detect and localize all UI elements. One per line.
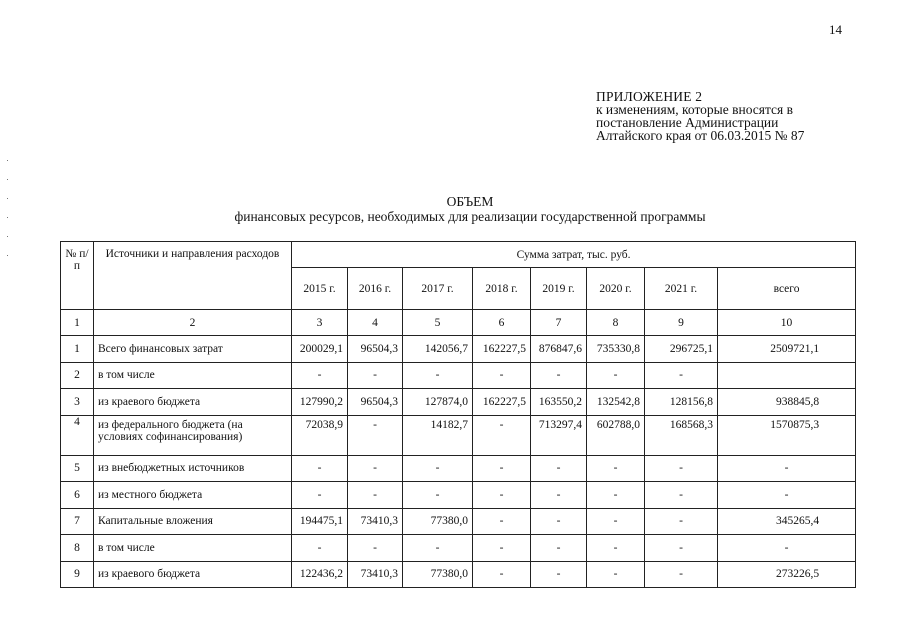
row-value: 127990,2 [292,389,348,416]
table-row [61,415,856,455]
margin-marks [7,160,9,274]
heading-title: ОБЪЕМ [446,194,494,209]
row-value: - [531,482,587,509]
header-year: 2019 г. [531,268,587,310]
row-value: - [292,455,348,482]
row-value: 14182,7 [403,415,473,455]
column-number: 6 [473,310,531,336]
row-number: 1 [61,336,94,363]
row-value: 735330,8 [587,336,645,363]
row-value: - [587,508,645,535]
row-value: 73410,3 [348,561,403,588]
table-row [61,561,856,588]
row-value: - [587,535,645,562]
row-source-name: из краевого бюджета [94,561,292,588]
row-value: - [473,415,531,455]
row-value [718,362,856,389]
row-value: - [473,482,531,509]
header-year: 2016 г. [348,268,403,310]
row-value: - [403,362,473,389]
row-value: - [292,535,348,562]
row-value: - [403,482,473,509]
row-value: - [718,535,856,562]
row-value: - [348,415,403,455]
row-number: 3 [61,389,94,416]
row-value: - [292,362,348,389]
header-year: 2017 г. [403,268,473,310]
table-row [61,535,856,562]
column-number: 5 [403,310,473,336]
row-value: 96504,3 [348,389,403,416]
row-value: 163550,2 [531,389,587,416]
row-value: - [587,561,645,588]
column-number: 8 [587,310,645,336]
financial-resources-table [60,241,856,588]
row-value: - [473,508,531,535]
row-value: 127874,0 [403,389,473,416]
row-source-name: в том числе [94,535,292,562]
header-year: 2015 г. [292,268,348,310]
row-value: 273226,5 [718,561,856,588]
row-value: 96504,3 [348,336,403,363]
appendix-line-3: Алтайского края от 06.03.2015 № 87 [596,128,805,143]
row-value: 77380,0 [403,561,473,588]
row-value: 142056,7 [403,336,473,363]
row-value: 876847,6 [531,336,587,363]
row-value: - [473,362,531,389]
column-number: 7 [531,310,587,336]
column-number-row [61,310,856,336]
row-value: - [645,561,718,588]
row-value: - [348,362,403,389]
column-number: 3 [292,310,348,336]
row-source-name: в том числе [94,362,292,389]
row-source-name: из федерального бюджета (на условиях софинансирования) [94,415,292,455]
row-value: 1570875,3 [718,415,856,455]
row-value: 194475,1 [292,508,348,535]
row-source-name: Всего финансовых затрат [94,336,292,363]
row-value: - [645,482,718,509]
row-value: - [348,455,403,482]
column-number: 1 [61,310,94,336]
row-value: 345265,4 [718,508,856,535]
row-number: 2 [61,362,94,389]
page-number: 14 [829,22,842,37]
row-value: 72038,9 [292,415,348,455]
row-value: - [587,455,645,482]
row-value: - [473,561,531,588]
row-value: 2509721,1 [718,336,856,363]
row-source-name: из внебюджетных источников [94,455,292,482]
row-value: - [403,455,473,482]
header-sum-title: Сумма затрат, тыс. руб. [292,242,856,268]
table-row [61,508,856,535]
row-source-name: из краевого бюджета [94,389,292,416]
row-number: 9 [61,561,94,588]
appendix-line-1: к изменениям, которые вносятся в [596,102,794,117]
table-row [61,362,856,389]
row-value: - [587,482,645,509]
row-value: - [645,362,718,389]
row-value: - [473,535,531,562]
row-value: 200029,1 [292,336,348,363]
row-value: - [292,482,348,509]
row-value: - [348,535,403,562]
row-value: - [718,482,856,509]
column-number: 10 [718,310,856,336]
row-value: 162227,5 [473,336,531,363]
appendix-block [596,90,804,142]
header-num: № п/п [61,242,94,310]
header-year: 2020 г. [587,268,645,310]
appendix-title: ПРИЛОЖЕНИЕ 2 [596,89,703,104]
row-value: - [531,561,587,588]
row-value: - [403,535,473,562]
header-year: 2021 г. [645,268,718,310]
row-value: 73410,3 [348,508,403,535]
row-value: 128156,8 [645,389,718,416]
row-value: 296725,1 [645,336,718,363]
row-value: 77380,0 [403,508,473,535]
row-value: 713297,4 [531,415,587,455]
row-number: 5 [61,455,94,482]
row-value: - [718,455,856,482]
row-value: - [531,362,587,389]
row-value: - [645,455,718,482]
appendix-line-2: постановление Администрации [596,115,779,130]
header-year: всего [718,268,856,310]
row-number: 7 [61,508,94,535]
heading-subtitle: финансовых ресурсов, необходимых для реализации государственной программы [234,209,706,224]
row-source-name: Капитальные вложения [94,508,292,535]
row-value: 132542,8 [587,389,645,416]
row-value: - [645,535,718,562]
table-row [61,336,856,363]
row-number: 8 [61,535,94,562]
row-value: - [645,508,718,535]
row-value: - [587,362,645,389]
document-heading [150,194,790,224]
column-number: 9 [645,310,718,336]
table-row [61,455,856,482]
header-year: 2018 г. [473,268,531,310]
row-number: 6 [61,482,94,509]
row-value: - [473,455,531,482]
column-number: 4 [348,310,403,336]
row-value: - [531,535,587,562]
row-source-name: из местного бюджета [94,482,292,509]
row-value: 168568,3 [645,415,718,455]
row-value: - [531,508,587,535]
column-number: 2 [94,310,292,336]
row-number: 4 [61,415,94,455]
row-value: 938845,8 [718,389,856,416]
table-row [61,482,856,509]
table-row [61,389,856,416]
row-value: - [531,455,587,482]
header-source: Источники и направления расходов [94,242,292,310]
row-value: 602788,0 [587,415,645,455]
row-value: 162227,5 [473,389,531,416]
row-value: 122436,2 [292,561,348,588]
row-value: - [348,482,403,509]
